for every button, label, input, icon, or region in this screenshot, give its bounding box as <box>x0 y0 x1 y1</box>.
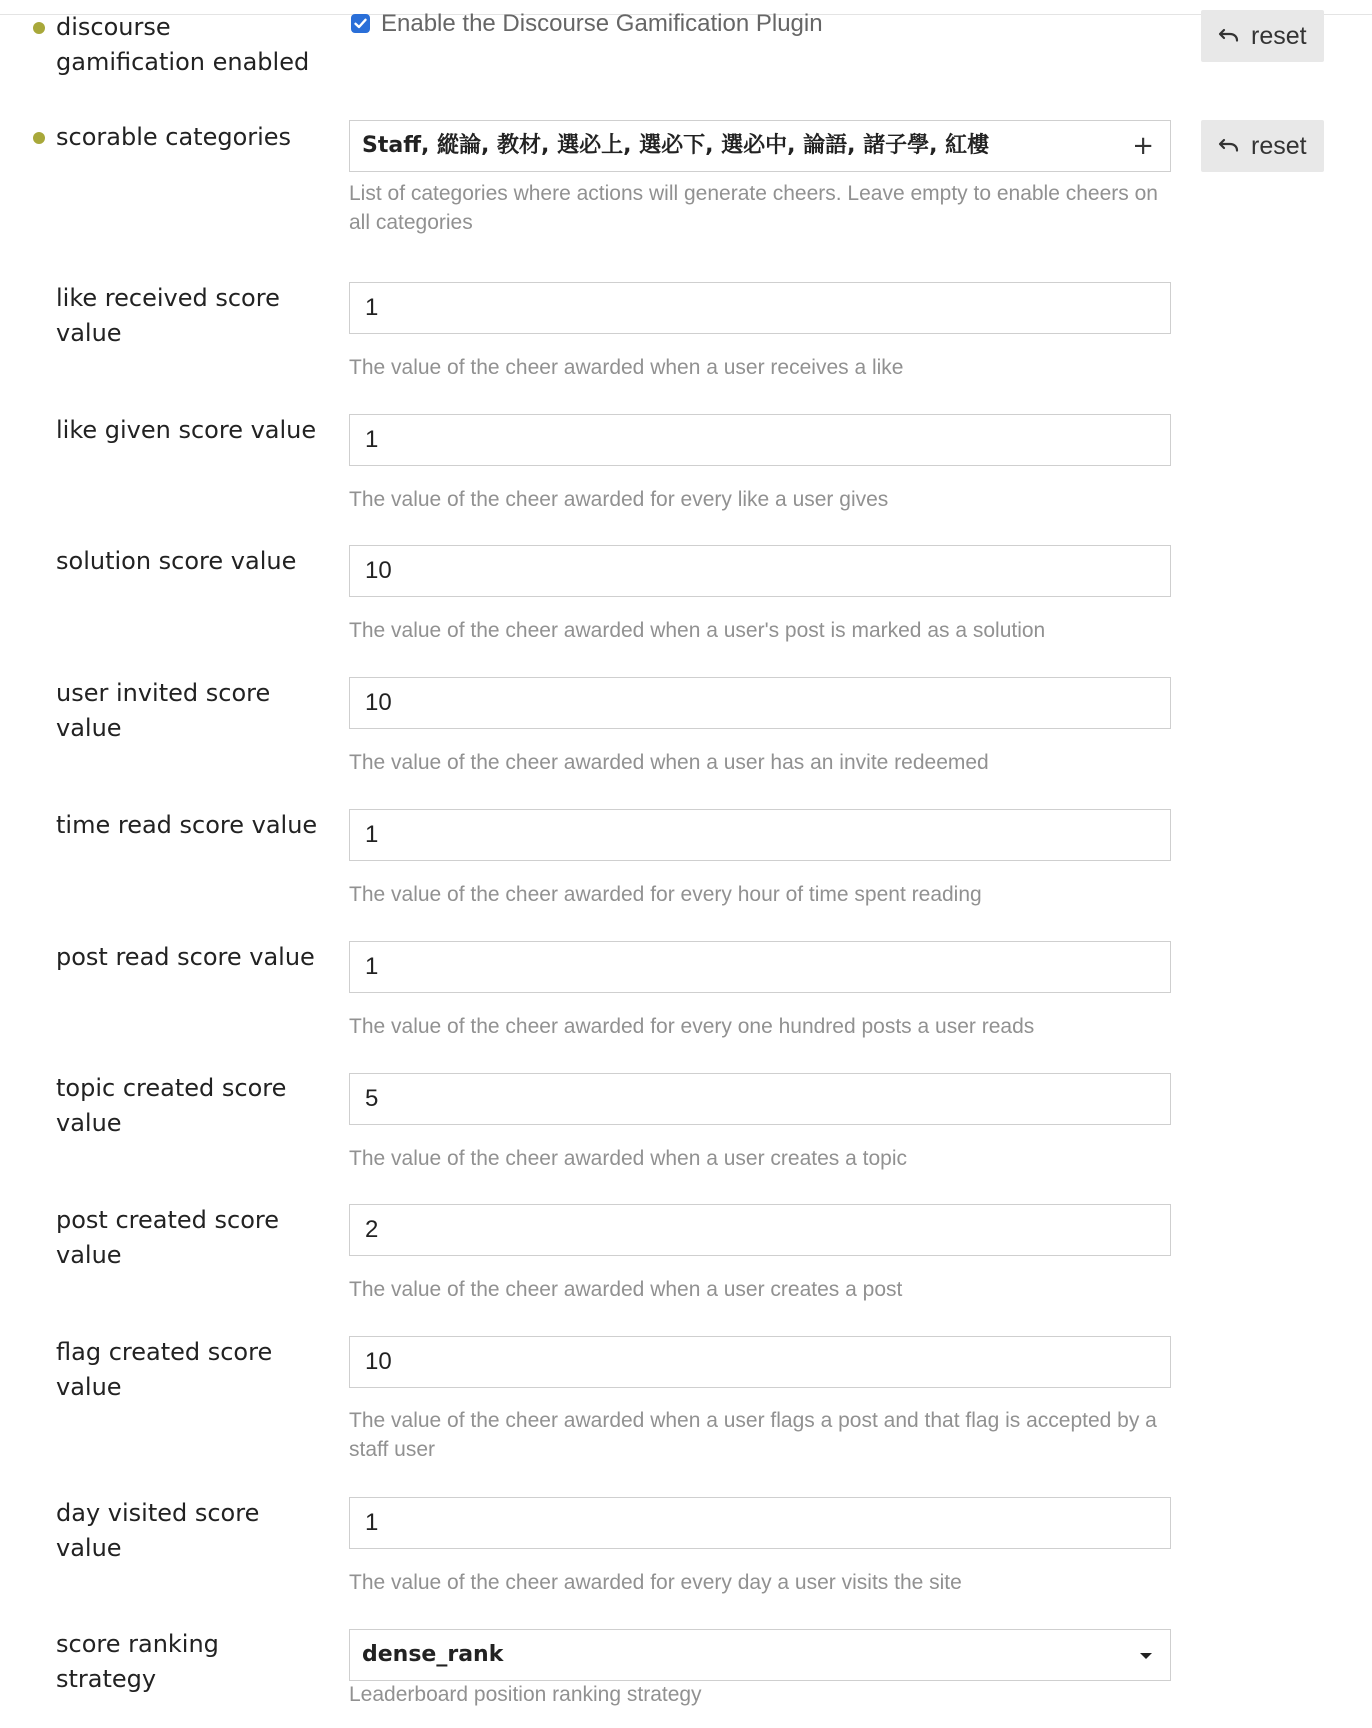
setting-description: The value of the cheer awarded for every hour of time spent reading <box>349 883 982 906</box>
topic-created-score-input[interactable]: 5 <box>349 1073 1171 1125</box>
setting-label: post read score value <box>56 943 315 971</box>
setting-description: List of categories where actions will generate cheers. Leave empty to enable cheers on all categories <box>349 182 1158 234</box>
setting-label: score ranking strategy <box>56 1630 219 1693</box>
post-read-score-input[interactable]: 1 <box>349 941 1171 993</box>
reset-button-label: reset <box>1251 22 1307 50</box>
like-received-score-input[interactable]: 1 <box>349 282 1171 334</box>
undo-arrow-icon <box>1218 137 1240 155</box>
setting-description: The value of the cheer awarded for every one hundred posts a user reads <box>349 1015 1035 1038</box>
like-given-score-input[interactable]: 1 <box>349 414 1171 466</box>
reset-button-label: reset <box>1251 132 1307 160</box>
setting-description: The value of the cheer awarded when a user creates a post <box>349 1278 903 1301</box>
modified-indicator-dot <box>33 22 45 34</box>
setting-description: The value of the cheer awarded when a user flags a post and that flag is accepted by a staff user <box>349 1409 1157 1461</box>
selected-categories: Staff, 縱論, 教材, 選必上, 選必下, 選必中, 論語, 諸子學, 紅樓 <box>362 133 990 158</box>
enable-plugin-checkbox-label[interactable]: Enable the Discourse Gamification Plugin <box>381 10 823 37</box>
day-visited-score-input[interactable]: 1 <box>349 1497 1171 1549</box>
setting-label: discourse gamification enabled <box>56 13 310 76</box>
selected-strategy: dense_rank <box>362 1642 504 1667</box>
post-created-score-input[interactable]: 2 <box>349 1204 1171 1256</box>
setting-label: post created score value <box>56 1206 279 1269</box>
modified-indicator-dot <box>33 132 45 144</box>
setting-description: The value of the cheer awarded when a user receives a like <box>349 356 904 379</box>
setting-description: Leaderboard position ranking strategy <box>349 1683 702 1706</box>
setting-label: like given score value <box>56 416 317 444</box>
scorable-categories-chooser[interactable] <box>349 120 1171 172</box>
flag-created-score-input[interactable]: 10 <box>349 1336 1171 1388</box>
time-read-score-input[interactable]: 1 <box>349 809 1171 861</box>
enable-plugin-checkbox[interactable] <box>351 14 370 33</box>
setting-description: The value of the cheer awarded when a user creates a topic <box>349 1147 907 1170</box>
setting-description: The value of the cheer awarded for every day a user visits the site <box>349 1571 962 1594</box>
setting-label: time read score value <box>56 811 318 839</box>
setting-description: The value of the cheer awarded when a user's post is marked as a solution <box>349 619 1046 642</box>
undo-arrow-icon <box>1218 27 1240 45</box>
setting-label: user invited score value <box>56 679 271 742</box>
setting-description: The value of the cheer awarded when a user has an invite redeemed <box>349 751 989 774</box>
caret-down-icon[interactable] <box>1140 1653 1152 1659</box>
setting-label: like received score value <box>56 284 280 347</box>
solution-score-input[interactable]: 10 <box>349 545 1171 597</box>
setting-label: scorable categories <box>56 123 292 151</box>
user-invited-score-input[interactable]: 10 <box>349 677 1171 729</box>
reset-button[interactable] <box>1201 10 1324 62</box>
reset-button[interactable] <box>1201 120 1324 172</box>
setting-label: day visited score value <box>56 1499 260 1562</box>
setting-label: flag created score value <box>56 1338 273 1401</box>
plus-icon[interactable]: + <box>1132 131 1154 161</box>
setting-label: topic created score value <box>56 1074 287 1137</box>
setting-label: solution score value <box>56 547 297 575</box>
setting-description: The value of the cheer awarded for every like a user gives <box>349 488 889 511</box>
score-ranking-strategy-select[interactable] <box>349 1629 1171 1681</box>
checkmark-icon <box>353 16 368 31</box>
